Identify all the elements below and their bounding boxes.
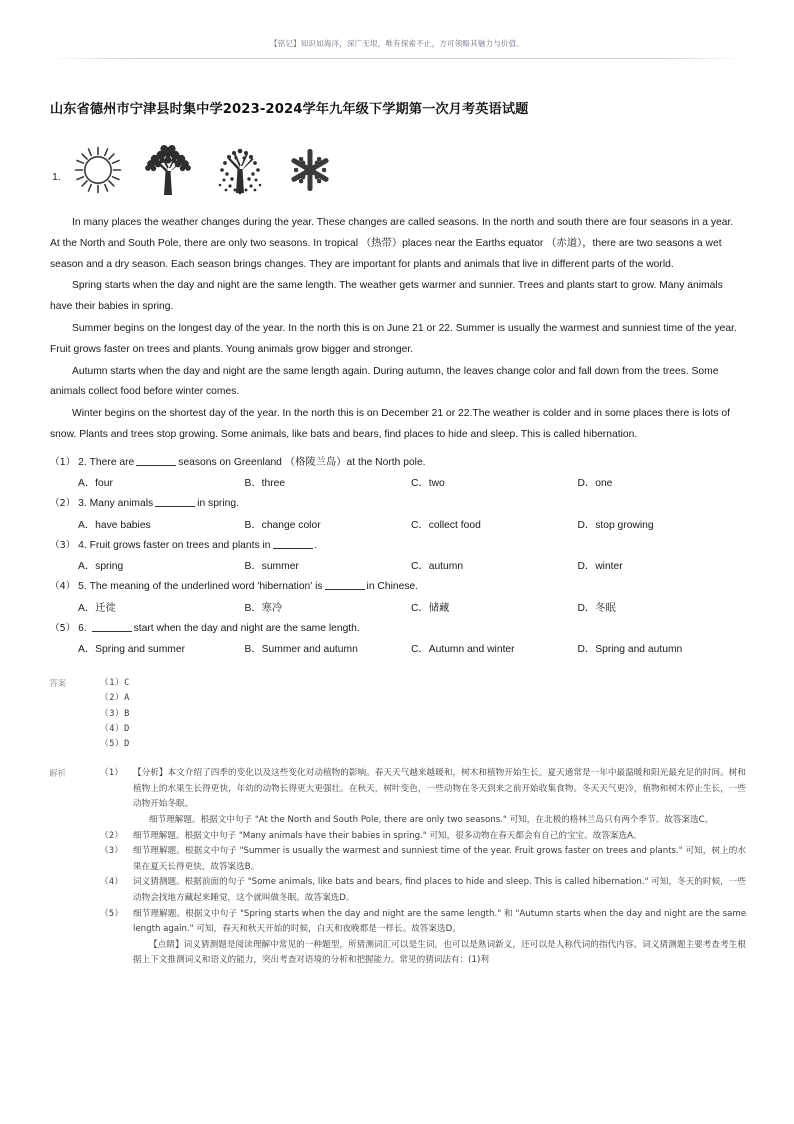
question-stem-after: in Chinese. [366,581,419,593]
passage-paragraph-2: Spring starts when the day and night are the same length. The weather gets warmer and sunnier. Trees and plants start to grow. Many animals have their babies in spring. [50,280,723,313]
falling-leaves-tree-icon [211,143,269,197]
question-stem-after: . [314,539,318,551]
analysis-item-5 [100,907,746,938]
option-row [50,639,744,660]
passage-paragraph-1: In many places the weather changes during the year. These changes are called seasons. In the north and south there are four seasons in a year. At the North and South Pole, there are only two seasons. In tropical （热带）places near the Earths equator （赤道），there are two seasons a wet season and a dry season. Each season brings changes. They are important for plants and animals that live in different parts of the world. [50,217,734,270]
option-b[interactable]: B．summer [244,561,299,573]
option-a[interactable]: A．迁徙 [78,602,116,614]
analysis-item-text: 【分析】本文介绍了四季的变化以及这些变化对动植物的影响。春天天气越来越暖和，树木和植物开始生长。夏天通常是一年中最温暖和阳光最充足的时间。树和植物上的水果生长得更快，年幼的动物长得更大更强壮。在秋天，树叶变色，一些动物在冬天到来之前开始收集食物。冬天天气更冷，植物和树木停止生长，一些动物开始冬眠。 [133,768,746,810]
question-stem-after: seasons on Greenland （格陵兰岛）at the North pole. [178,456,426,468]
question-stem [50,577,744,598]
passage-paragraph-4: Autumn starts when the day and night are the same length again. During autumn, the leaves change color and fall down from the trees. Some animals collect food before winter comes. [50,365,719,398]
answer-blank[interactable] [92,622,132,632]
option-a[interactable]: A．Spring and summer [78,644,186,656]
question-number: 5. [78,581,87,593]
sun-icon [71,143,125,197]
question-stem-after: in spring. [197,498,239,510]
analysis-item-number: （2） [100,830,124,841]
snowflake-icon [283,143,337,197]
question-stem [50,619,744,640]
question-1 [50,453,744,495]
option-a[interactable]: A．four [78,478,113,490]
analysis-item-3 [100,844,746,875]
answer-blank[interactable] [136,456,176,466]
analysis-item-1 [100,766,746,813]
option-row [50,515,744,536]
answer-blank[interactable] [325,580,365,590]
option-d[interactable]: D．冬眠 [577,602,616,614]
analysis-body [100,766,746,969]
question-number: 6. [78,622,87,634]
option-c[interactable]: C．储藏 [411,602,450,614]
answers-section [0,676,794,752]
question-number: 3. [78,498,87,510]
passage-paragraph-3: Summer begins on the longest day of the year. In the north this is on June 21 or 22. Summer is usually the warmest and sunniest time of the year. Fruit grows faster on trees and plants. Young animals grow bigger and stronger. [50,322,737,355]
question-index: （3） [50,539,76,551]
option-b[interactable]: B．change color [244,519,321,531]
analysis-item-2 [100,829,746,845]
page-title: 山东省德州市宁津县时集中学2023-2024学年九年级下学期第一次月考英语试题 [50,102,529,117]
answer-item: （2）A [100,693,130,704]
option-row [50,473,744,494]
option-a[interactable]: A．have babies [78,519,151,531]
analysis-label: 解析 [49,768,66,779]
question-index: （2） [50,498,76,510]
option-b[interactable]: B．three [244,478,286,490]
question-index: （1） [50,456,76,468]
analysis-section [0,766,794,969]
question-2 [50,494,744,536]
analysis-item-number: （1） [100,768,124,779]
question-number: 4. [78,539,87,551]
option-c[interactable]: C．autumn [411,561,464,573]
question-stem-before: Fruit grows faster on trees and plants in [89,539,271,551]
question-3 [50,536,744,578]
question-5 [50,619,744,661]
question-stem [50,536,744,557]
passage-paragraph-5: Winter begins on the shortest day of the year. In the north this is on December 21 or 22.The weather is colder and in some places there is lots of snow. Plants and trees stop growing. Some animals, like bats and bears, find places to hide and sleep. This is called hibernation. [50,408,730,440]
option-b[interactable]: B．Summer and autumn [244,644,358,656]
question-4 [50,577,744,619]
analysis-item-text: 细节理解题。根据文中句子 "Summer is usually the warmest and sunniest time of the year. Fruit grows faster on trees and plants." 可知，树上的水果在夏天长得更快，故答案选B。 [133,846,746,872]
answer-blank[interactable] [273,539,313,549]
analysis-item-1-detail: 细节理解题。根据文中句子 "At the North and South Pole, there are only two seasons." 可知，在北极的格林兰岛只有两个季节。故答案选C。 [149,815,714,826]
option-d[interactable]: D．stop growing [577,519,654,531]
question-stem-before: There are [89,456,135,468]
answers-label: 答案 [49,678,66,689]
season-figure-row [52,141,794,197]
analysis-item-text: 词义猜测题。根据前面的句子 "Some animals, like bats and bears, find places to hide and sleep. This is called hibernation." 可知，冬天的时候，一些动物会找地方藏起来睡觉，这个就叫做冬眠。故答案选D。 [133,877,746,904]
option-row [50,598,744,619]
reading-passage [50,213,744,446]
figure-number: 1. [52,171,61,183]
analysis-item-4 [100,875,746,906]
question-index: （4） [50,581,76,593]
analysis-item-number: （5） [100,908,124,919]
analysis-tip-note: 【点睛】词义猜测题是阅读理解中常见的一种题型，所猜测词汇可以是生词，也可以是熟词新义，还可以是人称代词的指代内容。词义猜测题主要考查考生根据上下文推测词义和语义的能力，突出考查对语境的分析和把握能力。常见的猜词法有：(1)利 [133,939,746,966]
answer-item: （3）B [100,708,130,719]
option-d[interactable]: D．winter [577,561,623,573]
answer-item: （4）D [100,723,130,734]
option-a[interactable]: A．spring [78,561,124,573]
analysis-item-text: 细节理解题。根据文中句子 "Spring starts when the day and night are the same length." 和 "Autumn starts when the day and night are the same length again." 可知，春天和秋天开始的时候，白天和夜晚都是一样长。故答案选D。 [133,908,746,935]
question-stem-before: Many animals [89,498,154,510]
analysis-item-number: （4） [100,877,124,888]
question-number: 2. [78,456,87,468]
answer-blank[interactable] [155,497,195,507]
answer-item: （1）C [100,678,130,689]
option-d[interactable]: D．Spring and autumn [577,644,683,656]
option-b[interactable]: B．寒冷 [244,602,283,614]
option-d[interactable]: D．one [577,478,613,490]
question-stem [50,494,744,515]
option-c[interactable]: C．Autumn and winter [411,644,515,656]
running-header: 【铭记】知识如海洋，深广无垠，唯有探索不止，方可领略其魅力与价值。 [269,39,525,48]
question-stem-after: start when the day and night are the same length. [133,622,360,634]
question-stem-before: The meaning of the underlined word 'hibernation' is [89,581,323,593]
leafy-tree-icon [139,143,197,197]
option-c[interactable]: C．collect food [411,519,481,531]
option-c[interactable]: C．two [411,478,445,490]
answers-list [100,676,130,752]
analysis-item-text: 细节理解题。根据文中句子 "Many animals have their babies in spring." 可知，很多动物在春天都会有自己的宝宝。故答案选A。 [133,830,642,841]
question-stem [50,453,744,474]
questions-list [50,453,744,661]
question-index: （5） [50,622,76,634]
analysis-item-number: （3） [100,846,124,857]
header-divider [50,58,744,59]
answer-item: （5）D [100,739,130,750]
option-row [50,556,744,577]
